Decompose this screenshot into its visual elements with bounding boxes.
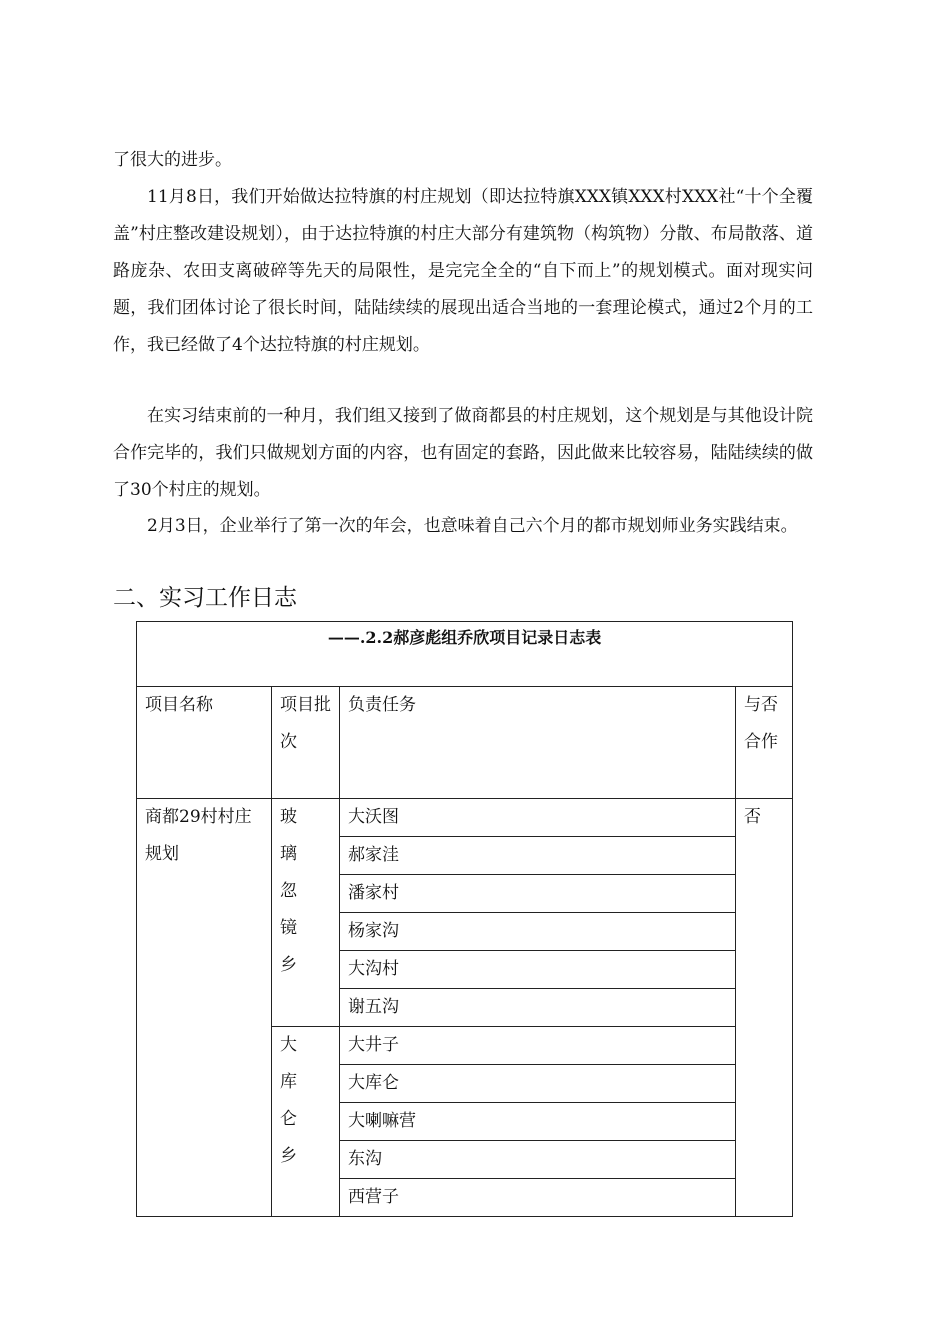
table-header-row	[137, 687, 793, 799]
task-cell: 杨家沟	[340, 913, 736, 951]
table-row	[137, 799, 793, 837]
batch-cell-2: 大库仑乡	[272, 1027, 340, 1217]
table-title: ——.2.2郝彦彪组乔欣项目记录日志表	[137, 622, 793, 687]
cooperation-cell: 否	[736, 799, 793, 1217]
task-cell: 大井子	[340, 1027, 736, 1065]
task-cell: 大沟村	[340, 951, 736, 989]
task-cell: 大喇嘛营	[340, 1103, 736, 1141]
task-cell: 谢五沟	[340, 989, 736, 1027]
task-cell: 大库仑	[340, 1065, 736, 1103]
paragraph-shangdu-planning: 在实习结束前的一种月，我们组又接到了做商都县的村庄规划，这个规划是与其他设计院合作完毕的，我们只做规划方面的内容，也有固定的套路，因此做来比较容易，陆陆续续的做了30个村庄的规划。	[113, 406, 813, 500]
section-heading: 二、实习工作日志	[113, 585, 297, 611]
header-task: 负责任务	[340, 687, 736, 799]
task-cell: 东沟	[340, 1141, 736, 1179]
paragraph-annual-meeting: 2月3日，企业举行了第一次的年会，也意味着自己六个月的都市规划师业务实践结束。	[147, 516, 798, 536]
paragraph-dalate-planning: 11月8日，我们开始做达拉特旗的村庄规划（即达拉特旗XXX镇XXX村XXX社“十个全覆盖”村庄整改建设规划），由于达拉特旗的村庄大部分有建筑物（构筑物）分散、布局散落、道路庞杂、农田支离破碎等先天的局限性，是完完全全的“自下而上”的规划模式。面对现实问题，我们团体讨论了很长时间，陆陆续续的展现出适合当地的一套理论模式，通过2个月的工作，我已经做了4个达拉特旗的村庄规划。	[113, 187, 813, 355]
task-cell: 郝家洼	[340, 837, 736, 875]
project-name-cell: 商都29村村庄规划	[137, 799, 272, 1217]
header-batch: 项目批次	[272, 687, 340, 799]
batch-cell-1: 玻璃忽镜乡	[272, 799, 340, 1027]
paragraph-continuation: 了很大的进步。	[113, 150, 232, 170]
task-cell: 大沃图	[340, 799, 736, 837]
project-log-table	[136, 621, 793, 1217]
header-cooperation: 与否合作	[736, 687, 793, 799]
task-cell: 潘家村	[340, 875, 736, 913]
task-cell: 西营子	[340, 1179, 736, 1217]
header-project-name: 项目名称	[137, 687, 272, 799]
